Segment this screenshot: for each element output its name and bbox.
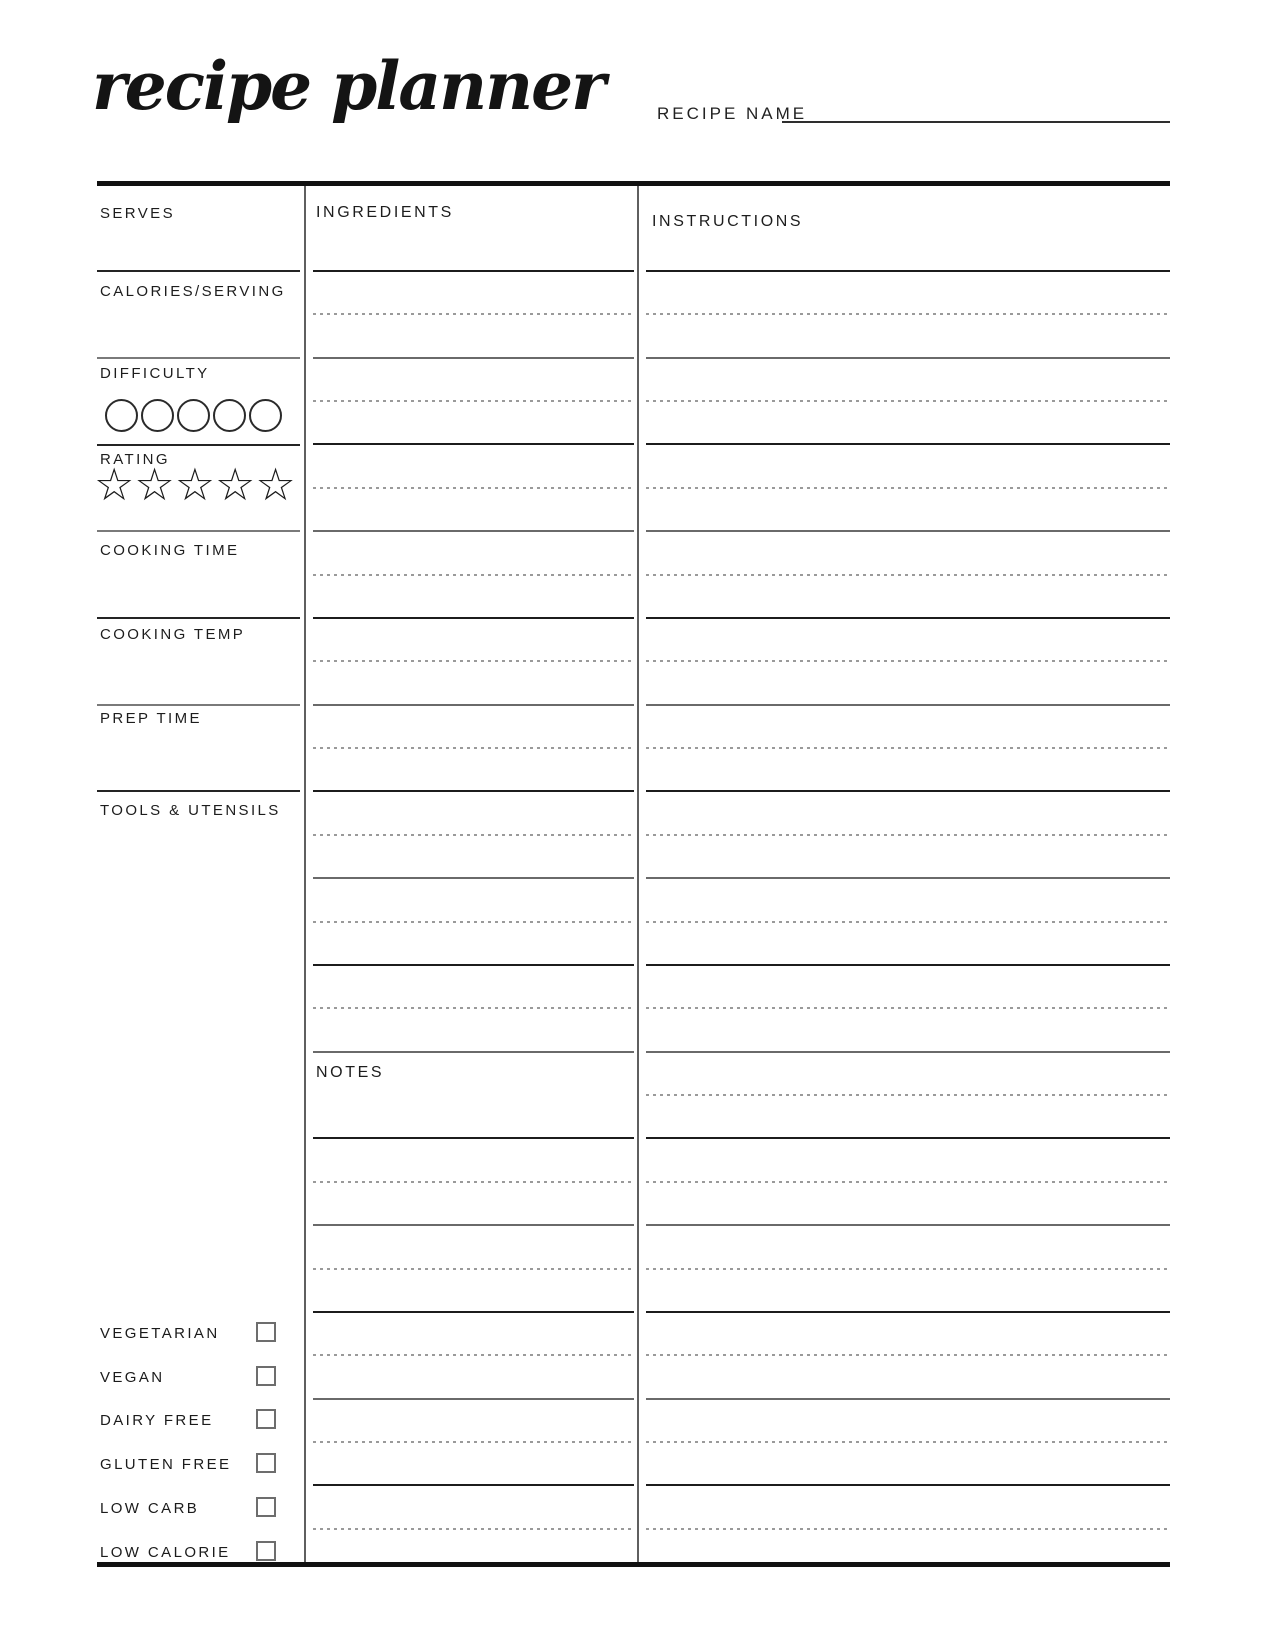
ingredient-line[interactable] (313, 704, 634, 706)
bottom-rule (97, 1562, 1170, 1567)
sidebar-divider (97, 617, 300, 619)
instruction-line[interactable] (646, 1051, 1170, 1053)
dairy-free-checkbox[interactable] (256, 1409, 276, 1429)
ingredient-line[interactable] (313, 964, 634, 966)
vegan-checkbox[interactable] (256, 1366, 276, 1386)
instruction-line[interactable] (646, 1094, 1170, 1096)
instruction-line[interactable] (646, 1181, 1170, 1183)
page-title: recipe planner (92, 47, 604, 125)
instruction-line[interactable] (646, 877, 1170, 879)
ingredient-line[interactable] (313, 270, 634, 272)
cooking-time-label: COOKING TIME (100, 542, 240, 559)
sidebar-divider (97, 270, 300, 272)
ingredient-line[interactable] (313, 313, 634, 315)
instruction-line[interactable] (646, 357, 1170, 359)
cooking-temp-label: COOKING TEMP (100, 626, 246, 643)
instruction-line[interactable] (646, 574, 1170, 576)
instruction-line[interactable] (646, 400, 1170, 402)
instruction-line[interactable] (646, 1311, 1170, 1313)
ingredient-line[interactable] (313, 443, 634, 445)
prep-time-label: PREP TIME (100, 710, 202, 727)
difficulty-circle-icon[interactable] (249, 399, 282, 432)
ingredient-line[interactable] (313, 921, 634, 923)
instruction-line[interactable] (646, 487, 1170, 489)
instruction-line[interactable] (646, 834, 1170, 836)
instruction-line[interactable] (646, 1007, 1170, 1009)
ingredient-line[interactable] (313, 357, 634, 359)
recipe-name-label: RECIPE NAME (657, 104, 808, 123)
instruction-line[interactable] (646, 747, 1170, 749)
header-rule (97, 181, 1170, 186)
vegan-label: VEGAN (100, 1369, 165, 1386)
ingredient-line[interactable] (313, 400, 634, 402)
gluten-free-label: GLUTEN FREE (100, 1456, 232, 1473)
star-icon[interactable]: ☆ (134, 458, 175, 511)
instruction-line[interactable] (646, 443, 1170, 445)
ingredient-line[interactable] (313, 790, 634, 792)
star-icon[interactable]: ☆ (255, 458, 296, 511)
sidebar-divider (97, 357, 300, 359)
note-line[interactable] (313, 1398, 634, 1400)
note-line[interactable] (313, 1484, 634, 1486)
instruction-line[interactable] (646, 1398, 1170, 1400)
low-carb-checkbox[interactable] (256, 1497, 276, 1517)
difficulty-circle-icon[interactable] (141, 399, 174, 432)
ingredient-line[interactable] (313, 487, 634, 489)
column-divider-right (637, 186, 639, 1562)
instruction-line[interactable] (646, 1441, 1170, 1443)
ingredient-line[interactable] (313, 877, 634, 879)
ingredients-header: INGREDIENTS (316, 204, 454, 221)
calories-per-serving-label: CALORIES/SERVING (100, 283, 286, 300)
difficulty-label: DIFFICULTY (100, 365, 210, 382)
instruction-line[interactable] (646, 790, 1170, 792)
instruction-line[interactable] (646, 921, 1170, 923)
instruction-line[interactable] (646, 1137, 1170, 1139)
star-icon[interactable]: ☆ (174, 458, 216, 511)
note-line[interactable] (313, 1311, 634, 1313)
instruction-line[interactable] (646, 1484, 1170, 1486)
tools-utensils-label: TOOLS & UTENSILS (100, 802, 281, 819)
instruction-line[interactable] (646, 964, 1170, 966)
star-icon[interactable]: ☆ (94, 458, 135, 511)
instruction-line[interactable] (646, 617, 1170, 619)
serves-label: SERVES (100, 205, 175, 222)
rating-label: RATING (100, 451, 170, 468)
sidebar-divider (97, 704, 300, 706)
ingredient-line[interactable] (313, 1007, 634, 1009)
note-line[interactable] (313, 1354, 634, 1356)
low-calorie-checkbox[interactable] (256, 1541, 276, 1561)
note-line[interactable] (313, 1224, 634, 1226)
dairy-free-label: DAIRY FREE (100, 1412, 214, 1429)
recipe-name-input-line[interactable] (782, 121, 1170, 123)
note-line[interactable] (313, 1181, 634, 1183)
instructions-header: INSTRUCTIONS (652, 213, 804, 230)
difficulty-circle-row (105, 399, 285, 432)
ingredient-line[interactable] (313, 747, 634, 749)
sidebar-divider (97, 530, 300, 532)
instruction-line[interactable] (646, 1224, 1170, 1226)
note-line[interactable] (313, 1528, 634, 1530)
instruction-line[interactable] (646, 1354, 1170, 1356)
instruction-line[interactable] (646, 660, 1170, 662)
low-calorie-label: LOW CALORIE (100, 1544, 231, 1561)
ingredient-line[interactable] (313, 617, 634, 619)
ingredient-line[interactable] (313, 660, 634, 662)
difficulty-circle-icon[interactable] (177, 399, 210, 432)
low-carb-label: LOW CARB (100, 1500, 200, 1517)
instruction-line[interactable] (646, 270, 1170, 272)
ingredient-line[interactable] (313, 574, 634, 576)
ingredient-line[interactable] (313, 530, 634, 532)
sidebar-divider (97, 444, 300, 446)
star-icon[interactable]: ☆ (215, 458, 256, 511)
vegetarian-label: VEGETARIAN (100, 1325, 220, 1342)
vegetarian-checkbox[interactable] (256, 1322, 276, 1342)
note-line[interactable] (313, 1137, 634, 1139)
note-line[interactable] (313, 1268, 634, 1270)
instruction-line[interactable] (646, 1268, 1170, 1270)
instruction-line[interactable] (646, 1528, 1170, 1530)
instruction-line[interactable] (646, 530, 1170, 532)
difficulty-circle-icon[interactable] (105, 399, 138, 432)
column-divider-left (304, 186, 306, 1562)
gluten-free-checkbox[interactable] (256, 1453, 276, 1473)
notes-header: NOTES (316, 1064, 385, 1081)
ingredient-line[interactable] (313, 834, 634, 836)
instruction-line[interactable] (646, 313, 1170, 315)
difficulty-circle-icon[interactable] (213, 399, 246, 432)
ingredient-line[interactable] (313, 1051, 634, 1053)
sidebar-divider (97, 790, 300, 792)
note-line[interactable] (313, 1441, 634, 1443)
instruction-line[interactable] (646, 704, 1170, 706)
